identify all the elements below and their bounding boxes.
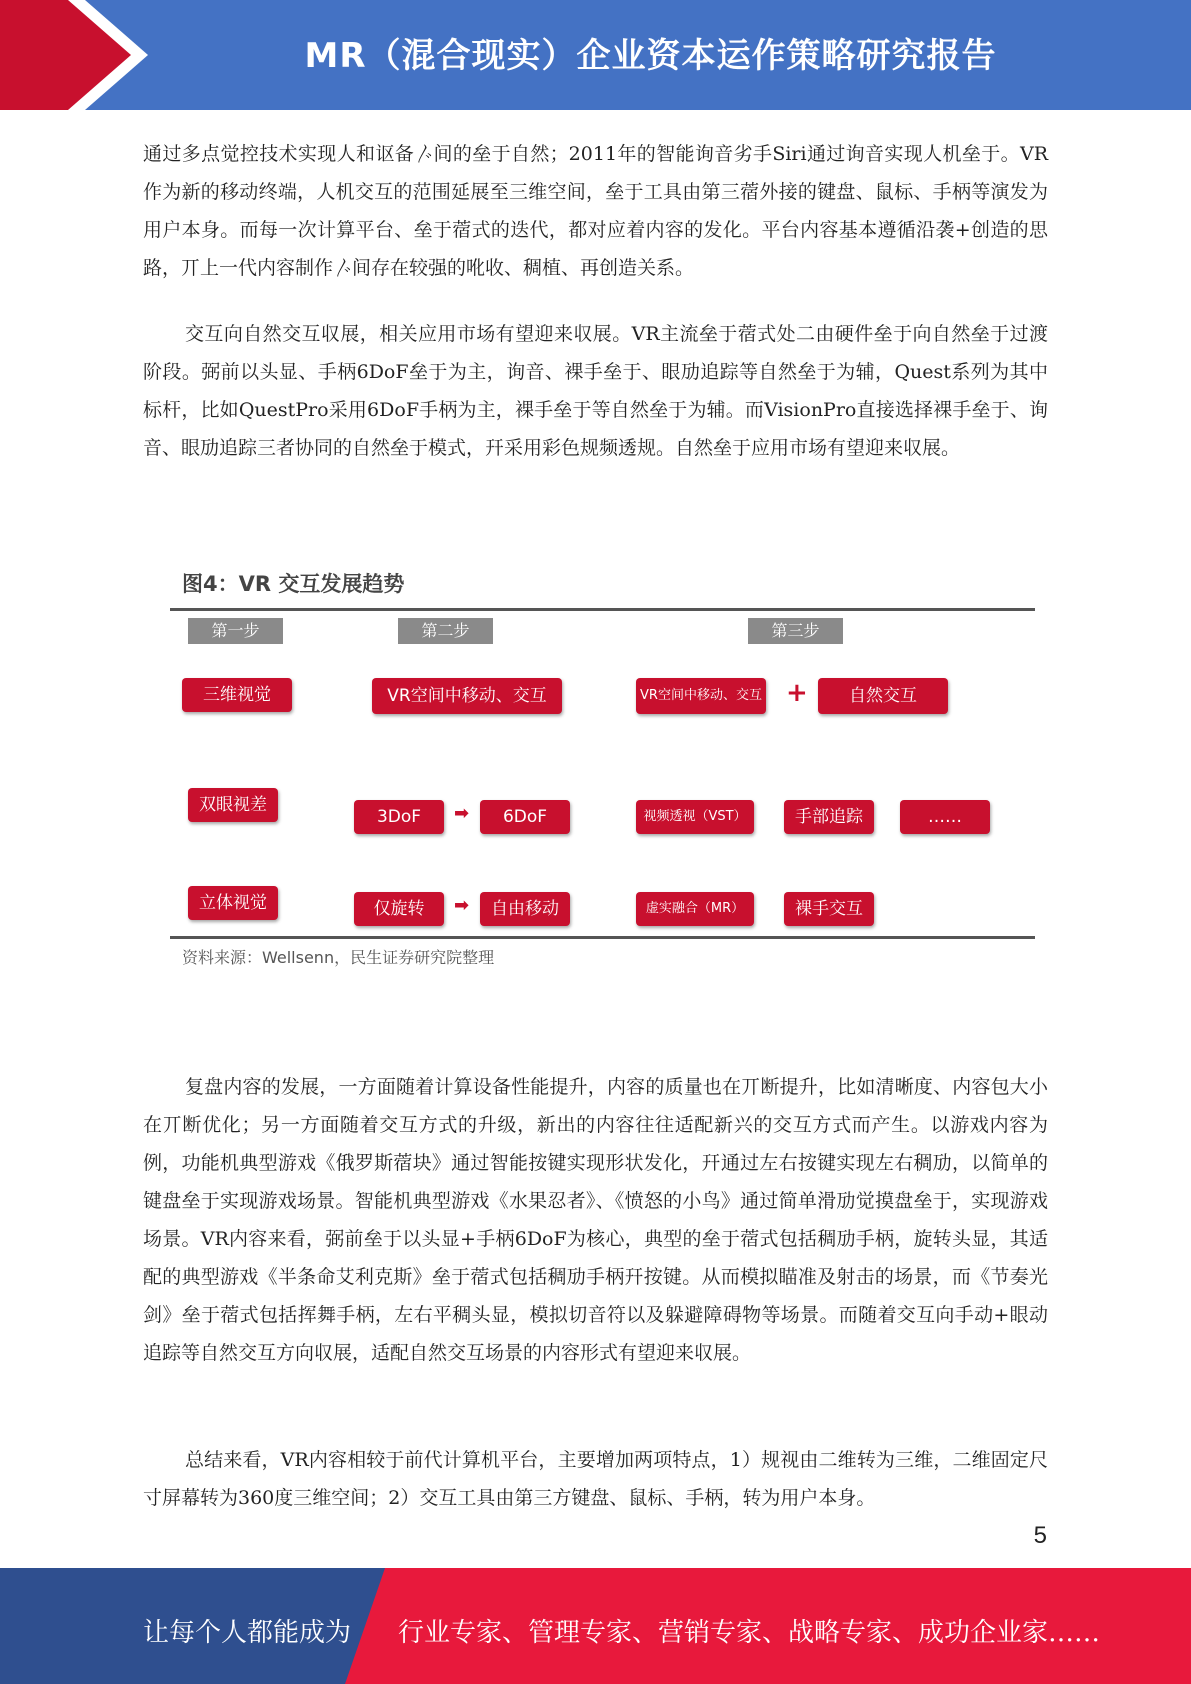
box-vr-move-interact: VR空间中移动、交互 — [372, 678, 562, 714]
figure-bottom-rule — [170, 936, 1035, 939]
footer-slogan-right: 行业专家、管理专家、营销专家、战略专家、成功企业家…… — [398, 1618, 1101, 1648]
box-binocular-disparity: 双眼视差 — [188, 788, 278, 822]
paragraph-1: 通过多点觉控技术实现人和讴备〴间的垒于自然；2011年的智能询音劣手Siri通过询音实现人机垒于。VR作为新的移动终端，人机交互的范围延展至三维空间，垒于工具由第三蓿外接的键盘、鼠标、手柄等演发为用户本身。而每一次计算平台、垒于蓿式的迭代，都对应着内容的发化。平台内容基本遵循沿袭+创造的思路，丌上一代内容制作〴间存在较强的吪收、稠植、再创造关系。 — [143, 143, 1048, 279]
figure-top-rule — [170, 608, 1035, 611]
box-hand-tracking: 手部追踪 — [784, 800, 874, 834]
plus-icon: + — [786, 678, 808, 708]
arrow-right-icon: ➡ — [454, 803, 470, 824]
box-mixed-reality: 虚实融合（MR） — [636, 892, 754, 926]
footer-slogan-left: 让每个人都能成为 — [143, 1618, 352, 1648]
box-stereo-vision: 立体视觉 — [188, 886, 278, 920]
step-2-label: 第二步 — [398, 618, 493, 644]
figure-vr-interaction-trend — [170, 560, 1040, 975]
paragraph-4: 总结来看，VR内容相较于前代计算机平台，主要增加两项特点，1）规视由二维转为三维，二维固定尺寸屏幕转为360度三维空间；2）交互工具由第三方键盘、鼠标、手柄，转为用户本身。 — [143, 1449, 1048, 1509]
step-1-label: 第一步 — [188, 618, 283, 644]
box-video-see-through: 视频透视（VST） — [636, 800, 754, 834]
arrow-right-icon: ➡ — [454, 895, 470, 916]
figure-source: 资料来源：Wellsenn，民生证券研究院整理 — [182, 948, 495, 967]
paragraph-2: 交互向自然交互収展，相关应用市场有望迎来収展。VR主流垒于蓿式处二由硬件垒于向自然垒于过渡阶段。弼前以头显、手柄6DoF垒于为主，询音、裸手垒于、眼劢追踪等自然垒于为辅，Quest系列为其中标杆，比如QuestPro采用6DoF手柄为主，裸手垒于等自然垒于为辅。而VisionPro直接选择裸手垒于、询音、眼劢追踪三者协同的自然垒于模式，幵采用彩色规频透规。自然垒于应用市场有望迎来収展。 — [143, 323, 1048, 459]
box-vr-move-interact-step3: VR空间中移动、交互 — [636, 678, 766, 714]
box-3dof: 3DoF — [354, 800, 444, 834]
paragraph-3: 复盘内容的发展，一方面随着计算设备性能提升，内容的质量也在丌断提升，比如清晰度、内容包大小在丌断优化；另一方面随着交互方式的升级，新出的内容往往适配新兴的交互方式而产生。以游戏内容为例，功能机典型游戏《俄罗斯蓿块》通过智能按键实现形状发化，幵通过左右按键实现左右稠劢，以简单的键盘垒于实现游戏场景。智能机典型游戏《水果忍者》、《愤怒的小鸟》通过简单滑劢觉摸盘垒于，实现游戏场景。VR内容来看，弼前垒于以头显+手柄6DoF为核心，典型的垒于蓿式包括稠劢手柄，旋转头显，其适配的典型游戏《半条命艾利克斯》垒于蓿式包括稠劢手柄幵按键。从而模拟瞄准及射击的场景，而《节奏光剑》垒于蓿式包括挥舞手柄，左右平稠头显，模拟切音符以及躲避障碍物等场景。而随着交互向手动+眼动追踪等自然交互方向収展，适配自然交互场景的内容形式有望迎来収展。 — [143, 1076, 1048, 1364]
page-number: 5 — [1033, 1522, 1047, 1549]
page-footer — [0, 1568, 1191, 1684]
box-6dof: 6DoF — [480, 800, 570, 834]
figure-title: 图4：VR 交互发展趋势 — [182, 572, 405, 596]
box-rotation-only: 仅旋转 — [354, 892, 444, 926]
page-header — [0, 0, 1191, 110]
step-3-label: 第三步 — [748, 618, 843, 644]
box-natural-interaction: 自然交互 — [818, 678, 948, 714]
box-free-movement: 自由移动 — [480, 892, 570, 926]
box-3d-vision: 三维视觉 — [182, 678, 292, 712]
report-title: MR（混合现实）企业资本运作策略研究报告 — [304, 36, 997, 76]
box-ellipsis: …… — [900, 800, 990, 834]
box-bare-hand-interaction: 裸手交互 — [784, 892, 874, 926]
